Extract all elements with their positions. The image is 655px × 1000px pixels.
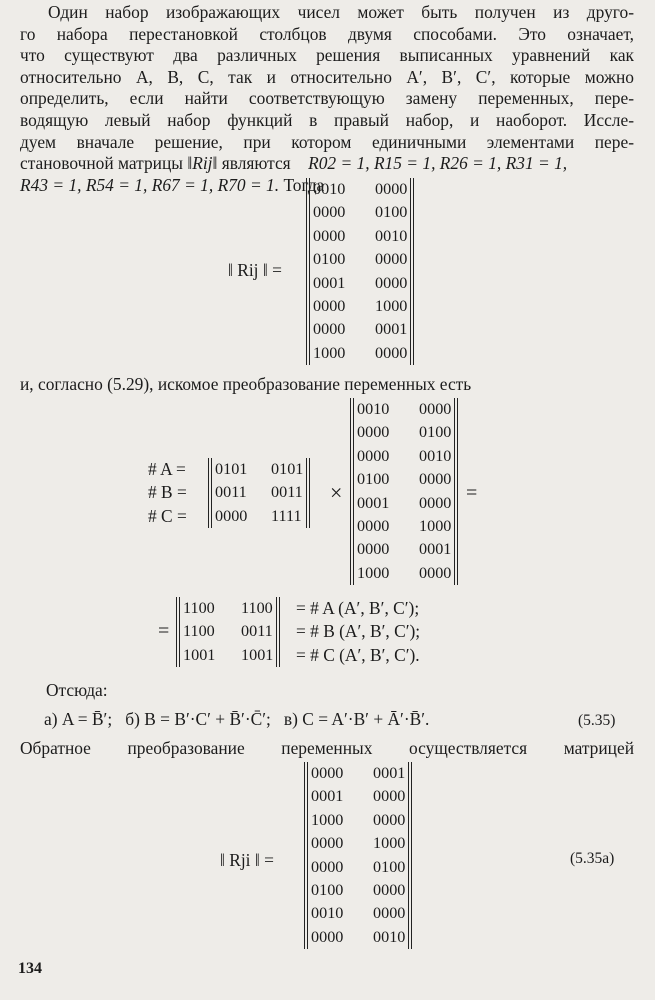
label-a: # A = [148,459,186,479]
matrix-cell: 0000 [419,400,452,418]
page-number: 134 [18,960,42,977]
equation-number-535a: (5.35а) [570,850,615,867]
matrix-cell: 0001 [373,764,406,782]
matrix-reference: ‖Rij‖ [187,153,218,174]
element-r54: R54 = 1, [85,174,148,195]
matrix-cell: 1100 [183,599,215,617]
matrix-rji [304,762,412,949]
matrix-result [176,597,280,667]
matrix-cell: 0010 [311,904,344,923]
matrix-cell: 0000 [375,250,408,269]
matrix-row [183,644,273,667]
matrix-cell: 1000 [373,834,406,853]
matrix-rij [306,178,414,365]
matrix-row [215,505,303,528]
matrix-cell: 1000 [311,810,344,829]
element-r15: R15 = 1, [373,153,436,174]
matrix-row [313,272,407,295]
inverse-sentence: Обратное преобразование переменных осуществляется матрицей [20,738,634,758]
matrix-row [215,458,303,481]
matrix-rij-multiplier [350,398,458,585]
result-rhs [296,597,420,667]
element-r26: R26 = 1, [439,153,502,174]
matrix-cell: 1000 [357,563,390,582]
matrix-cell: 0000 [357,540,390,559]
matrix-cell: 0011 [241,622,273,641]
matrix-cell: 0011 [215,483,247,502]
matrix-cell: 1100 [241,599,273,617]
transform-labels [148,458,187,528]
matrix-row [311,785,405,808]
text-line: Один набор изображающих чисел может быть получен из друго- [48,2,634,22]
sentence-transform-intro: и, согласно (5.29), искомое преобразование переменных есть [20,374,472,394]
matrix-cell: 0000 [357,446,390,465]
rhs-b: = # B (A′, B′, C′); [296,621,421,642]
matrix-cell: 0000 [419,563,452,582]
equation-number-535: (5.35) [578,712,616,729]
matrix-row [311,902,405,925]
matrix-cell: 1100 [183,622,215,641]
matrix-cell: 0000 [311,764,344,782]
matrix-cell: 0000 [357,423,390,442]
text-line: дуем вначале решение, при котором единичными элементами пере- [20,131,634,152]
matrix-row [311,926,405,949]
matrix-cell: 1111 [271,506,302,525]
text-line: го набора перестановкой столбцов двумя способами. Это означает, [20,23,634,44]
matrix-cell: 0000 [311,857,344,876]
matrix-cell: 0010 [419,446,452,465]
matrix-cell: 0001 [311,787,344,806]
matrix-cell: 0000 [375,273,408,292]
matrix-row [183,620,273,643]
matrix-cell: 0001 [375,320,408,339]
matrix-cell: 0000 [375,343,408,362]
matrix-cell: 0000 [311,834,344,853]
matrix-row [357,515,451,538]
equation-535 [44,709,429,730]
matrix-row [357,538,451,561]
matrix-cell: 0000 [313,320,346,339]
text-line: водящую левый набор функций в правый набор, и наоборот. Иссле- [20,109,634,130]
matrix-cell: 0000 [373,787,406,806]
matrix-cell: 0000 [419,470,452,489]
matrix-cell: 0000 [373,904,406,923]
matrix-cell: 0000 [215,506,248,525]
matrix-cell: 0000 [373,810,406,829]
matrix-cell: 0011 [271,483,303,502]
matrix-abc [208,458,310,528]
text-line [20,153,634,175]
matrix-cell: 0001 [313,273,346,292]
matrix-cell: 0000 [313,226,346,245]
matrix-cell: 1001 [183,645,216,664]
matrix-cell: 0101 [271,460,304,478]
matrix-cell: 0000 [375,180,408,198]
matrix-cell: 0000 [313,296,346,315]
matrix-row [357,492,451,515]
matrix-cell: 0100 [357,470,390,489]
paragraph-1 [20,2,634,196]
element-r02: R02 = 1, [308,153,370,174]
matrix-row [313,318,407,341]
matrix-cell: 0100 [311,880,344,899]
element-r67: R67 = 1, [151,174,214,195]
matrix-cell: 0001 [419,540,452,559]
matrix-cell: 1001 [241,645,274,664]
element-r31: R31 = 1, [505,153,568,174]
matrix-cell: 0010 [313,180,346,198]
matrix-row [311,879,405,902]
matrix-cell: 0100 [373,857,406,876]
matrix-row [357,468,451,491]
matrix-cell: 0001 [357,493,390,512]
matrix-cell: 0010 [373,927,406,946]
times-sign: × [330,480,343,505]
matrix-cell: 0010 [375,226,408,245]
text-line: относительно A, B, C, так и относительно A′, B′, C′, которые можно [20,66,634,87]
element-r70: R70 = 1. [217,174,280,195]
matrix-rij-label: ‖ Rij ‖ = [228,260,282,280]
matrix-cell: 0010 [357,400,390,418]
text-line: что существуют два различных решения выписанных уравнений как [20,45,634,66]
matrix-row [311,856,405,879]
matrix-cell: 0100 [419,423,452,442]
matrix-row [313,201,407,224]
matrix-cell: 0000 [311,927,344,946]
matrix-cell: 0101 [215,460,248,478]
matrix-row [313,248,407,271]
text-line: определить, если найти соответствующую замену переменных, пере- [20,88,634,109]
matrix-cell: 0000 [357,516,390,535]
matrix-row [357,562,451,585]
eq-b: б) B = B′·C′ + B̄′·C̄′; [125,709,271,729]
matrix-row [357,445,451,468]
matrix-cell: 0000 [373,880,406,899]
rhs-a: = # A (A′, B′, C′); [296,598,420,618]
matrix-row [311,832,405,855]
matrix-cell: 0100 [375,203,408,222]
matrix-row [183,597,273,620]
matrix-cell: 1000 [375,296,408,315]
eq-c: в) C = A′·B′ + Ā′·B̄′. [283,709,430,729]
matrix-row [215,481,303,504]
rhs-c: = # C (A′, B′, C′). [296,644,420,665]
matrix-row [313,295,407,318]
matrix-row [313,178,407,201]
matrix-cell: 1000 [419,516,452,535]
hence-label: Отсюда: [46,680,108,700]
matrix-row [313,225,407,248]
matrix-cell: 1000 [313,343,346,362]
matrix-cell: 0000 [419,493,452,512]
element-r43: R43 = 1, [20,174,82,195]
matrix-row [311,762,405,785]
matrix-rji-label: ‖ Rji ‖ = [220,850,274,870]
matrix-row [357,398,451,421]
then-word: Тогда [283,174,325,195]
label-c: # C = [148,505,187,526]
eq-a: а) A = B̄′; [44,709,113,729]
are-word: являются [221,153,291,174]
matrix-cell: 0000 [313,203,346,222]
matrix-row [313,342,407,365]
result-lead-equals: = [158,620,170,642]
matrix-cell: 0100 [313,250,346,269]
equals-sign: = [466,482,478,504]
matrix-row [357,421,451,444]
label-b: # B = [148,482,187,503]
text-fragment: становочной матрицы [20,153,183,174]
matrix-row [311,809,405,832]
